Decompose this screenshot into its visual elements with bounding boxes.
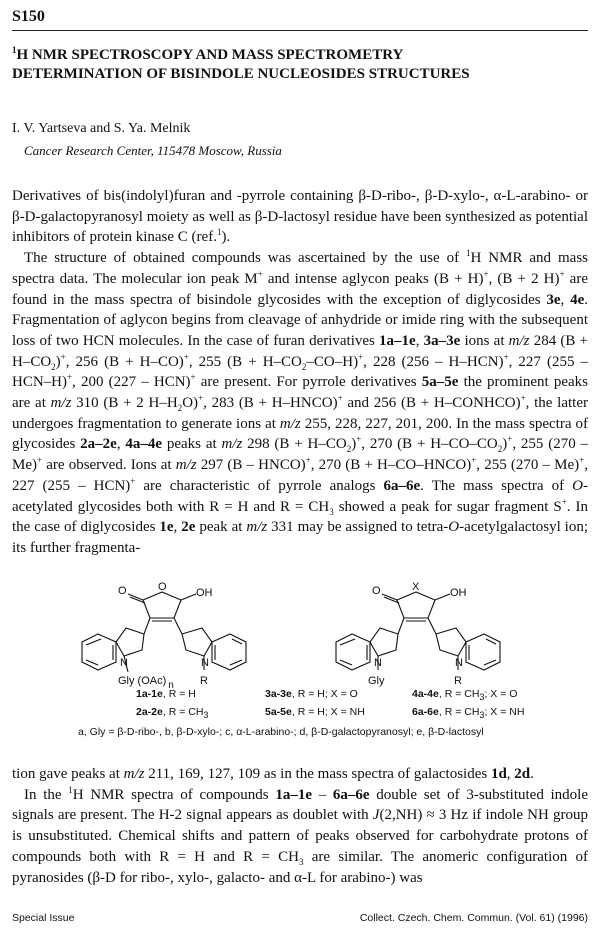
caption-6a: 6a-6e, $R = CH_3$; X = NH: [412, 706, 525, 721]
top-rule: [12, 30, 588, 31]
footer-left: Special Issue: [12, 912, 75, 924]
left-o-carbonyl: O: [118, 585, 127, 597]
footer-right: Collect. Czech. Chem. Commun. (Vol. 61) (1996): [359, 912, 588, 924]
caption-1a: 1a-1e, R = H: [136, 688, 196, 700]
right-indole-benzene: [212, 634, 246, 670]
chemical-structures: [0, 572, 600, 696]
caption-5a: 5a-5e, R = H; X = NH: [265, 706, 365, 718]
caption-legend: a, Gly = β-D-ribo-, b, β-D-xylo-; c, α-L-arabino-; d, β-D-galactopyranosyl; e, β-D-lactosyl: [78, 726, 484, 738]
left-n1: N: [120, 657, 128, 669]
right-core-ring: [397, 592, 435, 618]
right-r: R: [454, 675, 462, 687]
right-n1: N: [374, 657, 382, 669]
left-r: R: [200, 675, 208, 687]
caption-2a: 2a-2e, $R = CH_3$: [136, 706, 209, 721]
right-oh: OH: [450, 587, 467, 599]
right-o-carbonyl: O: [372, 585, 381, 597]
right-x: X: [412, 581, 420, 593]
right-gly: Gly: [368, 675, 385, 687]
left-gly: Gly (OAc) n: [118, 675, 174, 691]
body-text-tail: tion gave peaks at m/z 211, 169, 127, 109 as in the mass spectra of galactosides 1d, 2d. In the $^1$H NMR spectra of compounds 1a–1e – 6a–6e double set of 3-substituted indole signals are present. The H-2 signal appears as doublet with J(2,NH) ≈ 3 Hz if indole NH group is unsubstituted. Chemical shifts and pattern of peaks observed for carbohydrate protons of compounds both with R = H and $R = CH_3$ are similar. The anomeric configuration of pyranosides (β-D for ribo-, xylo-, galacto- and α-L for arabino-) was: [12, 766, 589, 886]
right-indole-5ring: [182, 628, 212, 656]
body-text-main: Derivatives of bis(indolyl)furan and -pyrrole containing β-D-ribo-, β-D-xylo-, α-L-arabino- or β-D-galactopyranosyl moiety as well as β-D-lactosyl residue have been synthesized as potential inhibitors of protein kinase C (ref.$^1$). The structure of obtained compounds was ascertained by the use of $^1$H NMR and mass spectra data. The molecular ion peak M+ and intense aglycon peaks (B + H)+, (B + 2 H)+ are found in the mass spectra of bisindole glycosides with the exception of diglycosides 3e, 4e. Fragmentation of aglycon begins from cleavage of anhydride or imide ring with the subsequent loss of two HCN molecules. In the case of furan derivatives 1a–1e, 3a–3e ions at m/z 284 $(B + H-CO_2)^+$, 256 (B + H–CO)+, 255 $(B + H-CO_2-CO-H)^+$, 228 (256 – H–HCN)+, 227 (255 – HCN–H)+, 200 (227 – HCN)+ are present. For pyrrole derivatives 5a–5e the prominent peaks are at m/z 310 (B + 2 $H-H_2O)^+$, 283 (B + H–HNCO)+ and 256 (B + H–CONHCO)+, the latter undergoes fragmentation to generate ions at m/z 255, 228, 227, 201, 200. In the mass spectra of glycosides 2a–2e, 4a–4e peaks at m/z 298 $(B + H-CO_2)^+$, 270 $(B + H-CO-CO_2)^+$, 255 (270 – Me)+ are observed. Ions at m/z 297 (B – HNCO)+, 270 (B + H–CO–HNCO)+, 255 (270 – Me)+, 227 (255 – HCN)+ are characteristic of pyrrole analogs 6a–6e. The mass spectra of O-acetylated glycosides both with R = H and $R = CH_3$ showed a peak for sugar fragment S+. In the case of diglycosides 1e, 2e peak at m/z 331 may be assigned to tetra-O-acetylgalactosyl ion; its further fragmenta-: [12, 188, 589, 556]
left-core-ring: [143, 592, 181, 618]
left-indole-5ring: [116, 628, 144, 656]
affiliation: Cancer Research Center, 115478 Moscow, Russia: [24, 143, 282, 158]
caption-4a: 4a-4e, $R = CH_3$; X = O: [412, 688, 518, 703]
paper-title: $^1$H NMR SPECTROSCOPY AND MASS SPECTROMETRY DETERMINATION OF BISINDOLE NUCLEOSIDES STRUCTURES: [12, 45, 470, 82]
page-code: S150: [12, 8, 45, 25]
left-n2: N: [201, 657, 209, 669]
structure-figure: [0, 572, 600, 748]
right-n2: N: [455, 657, 463, 669]
left-o-ring: O: [158, 581, 167, 593]
authors: I. V. Yartseva and S. Ya. Melnik: [12, 121, 191, 136]
left-oh: OH: [196, 587, 213, 599]
caption-3a: 3a-3e, R = H; X = O: [265, 688, 358, 700]
